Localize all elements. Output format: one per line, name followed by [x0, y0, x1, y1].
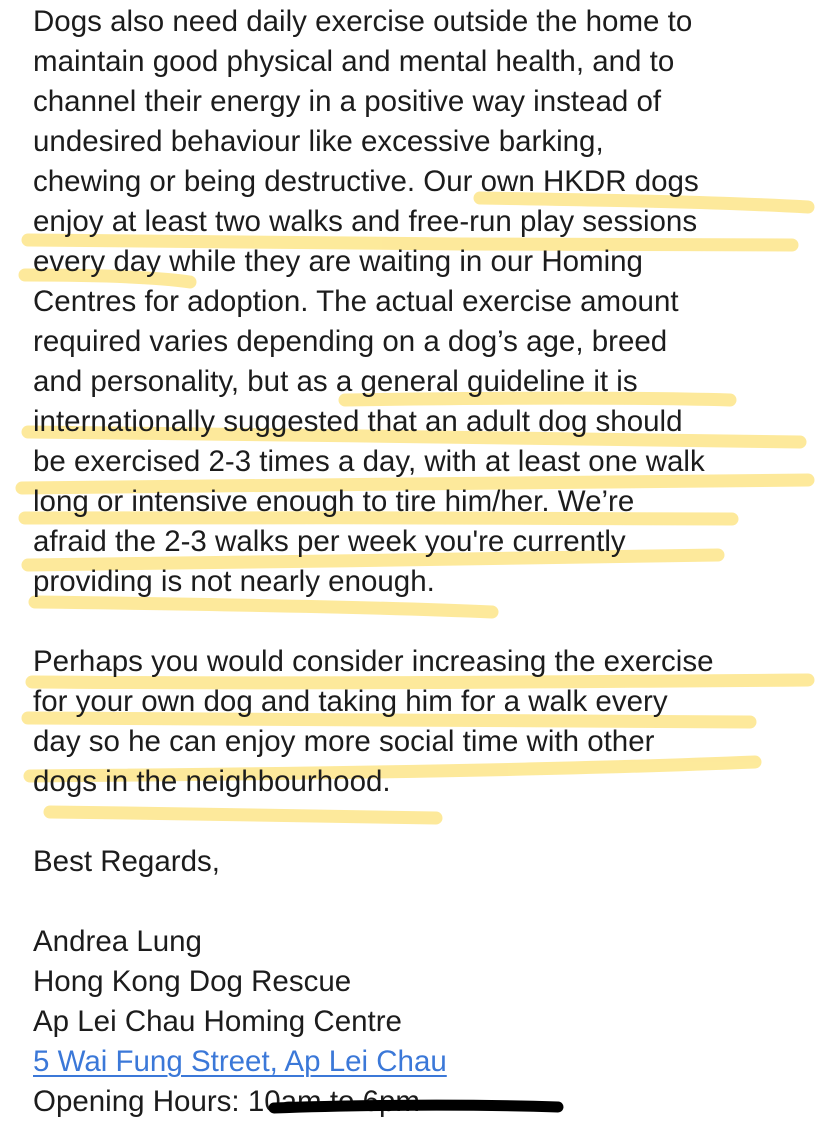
text-line: maintain good physical and mental health, and to: [33, 45, 675, 78]
text-line: day so he can enjoy more social time with other: [33, 725, 655, 758]
paragraph-exercise-needs: [33, 2, 823, 602]
text-line: Centres for adoption. The actual exercise amount: [33, 285, 679, 318]
paragraph-suggestion: [33, 642, 823, 802]
address-line: [33, 1042, 823, 1082]
text-line: and personality, but as a general guideline it is: [33, 365, 638, 398]
redaction-stroke: [274, 1105, 558, 1108]
closing-text: Best Regards,: [33, 845, 220, 878]
address-link[interactable]: 5 Wai Fung Street, Ap Lei Chau: [33, 1045, 447, 1078]
paragraph-gap: [33, 602, 823, 642]
text-line: undesired behaviour like excessive barking,: [33, 125, 604, 158]
text-line: chewing or being destructive. Our own HKDR dogs: [33, 165, 699, 198]
paragraph-gap: [33, 802, 823, 842]
opening-hours-label: Opening Hours:: [33, 1085, 240, 1118]
redaction-mark: [268, 1099, 564, 1115]
text-line: afraid the 2-3 walks per week you're currently: [33, 525, 626, 558]
signature-centre: Ap Lei Chau Homing Centre: [33, 1005, 402, 1038]
text-line: be exercised 2-3 times a day, with at least one walk: [33, 445, 705, 478]
text-line: Perhaps you would consider increasing the exercise: [33, 645, 714, 678]
opening-hours-value: 10am to 6pm: [247, 1085, 421, 1118]
signature-block: [33, 922, 823, 1122]
text-line: required varies depending on a dog’s age, breed: [33, 325, 668, 358]
text-line: channel their energy in a positive way instead of: [33, 85, 662, 118]
text-line: internationally suggested that an adult dog should: [33, 405, 683, 438]
text-line: Dogs also need daily exercise outside the home to: [33, 5, 693, 38]
text-line: providing is not nearly enough.: [33, 565, 435, 598]
signature-organization: Hong Kong Dog Rescue: [33, 965, 352, 998]
text-line: dogs in the neighbourhood.: [33, 765, 391, 798]
text-line: enjoy at least two walks and free-run play sessions: [33, 205, 698, 238]
signature-name: Andrea Lung: [33, 925, 202, 958]
text-line: for your own dog and taking him for a walk every: [33, 685, 668, 718]
text-line: long or intensive enough to tire him/her. We’re: [33, 485, 635, 518]
text-line: every day while they are waiting in our Homing: [33, 245, 643, 278]
email-text: [33, 2, 823, 1122]
paragraph-gap: [33, 882, 823, 922]
